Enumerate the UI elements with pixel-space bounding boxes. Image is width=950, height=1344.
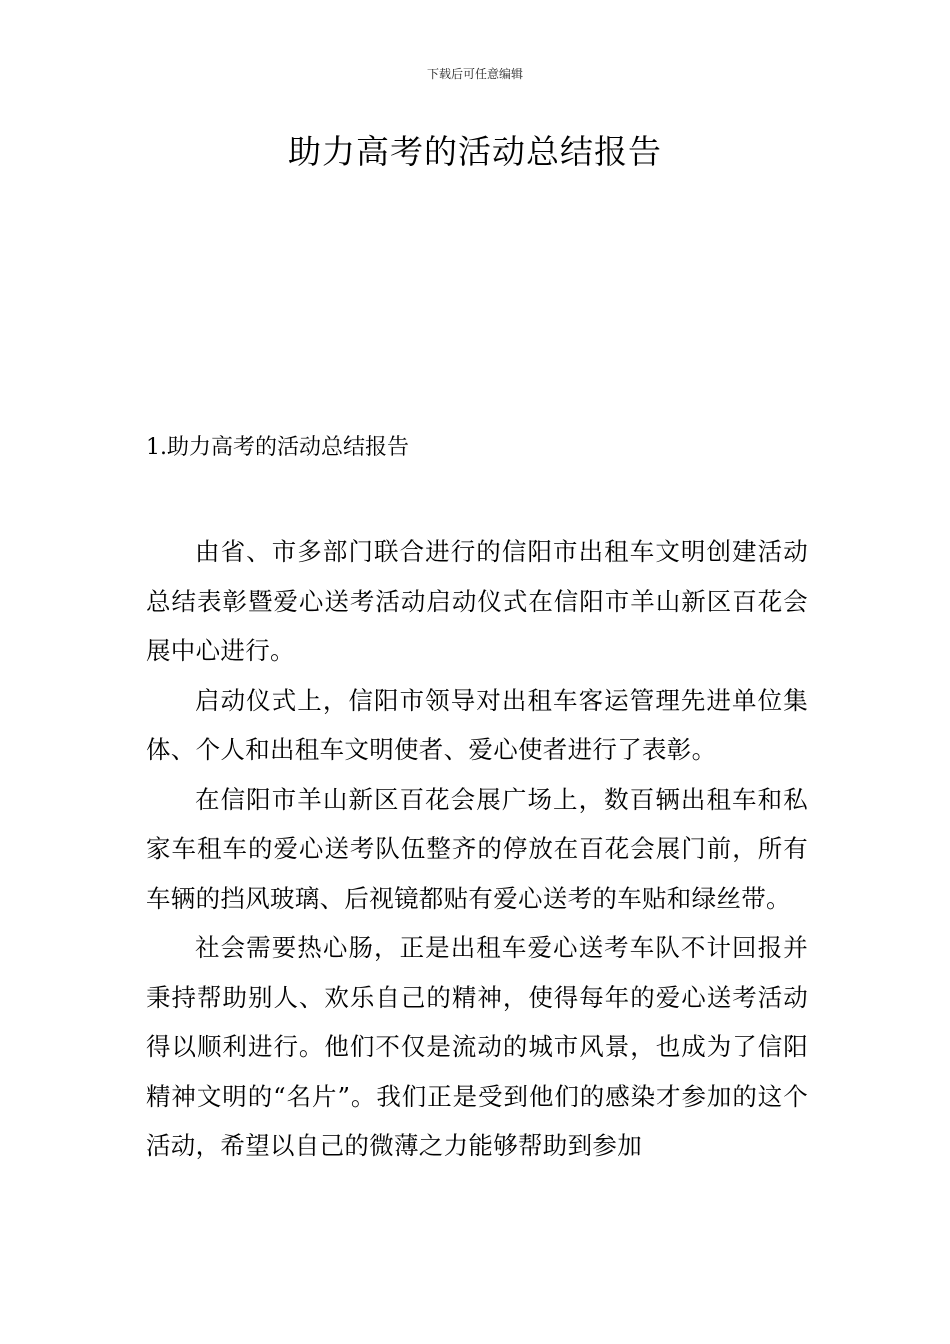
header-note: 下载后可任意编辑 — [426, 67, 523, 81]
paragraph: 在信阳市羊山新区百花会展广场上，数百辆出租车和私家车租车的爱心送考队伍整齐的停放在百花会展门前，所有车辆的挡风玻璃、后视镜都贴有爱心送考的车贴和绿丝带。 — [146, 784, 808, 913]
paragraph: 社会需要热心肠，正是出租车爱心送考车队不计回报并秉持帮助别人、欢乐自己的精神，使得每年的爱心送考活动得以顺利进行。他们不仅是流动的城市风景，也成为了信阳精神文明的“名片”。我们正是受到他们的感染才参加的这个活动，希望以自己的微薄之力能够帮助到参加 — [146, 933, 808, 1160]
paragraph: 启动仪式上，信阳市领导对出租车客运管理先进单位集体、个人和出租车文明使者、爱心使者进行了表彰。 — [146, 685, 808, 764]
paragraph: 由省、市多部门联合进行的信阳市出租车文明创建活动总结表彰暨爱心送考活动启动仪式在信阳市羊山新区百花会展中心进行。 — [146, 537, 808, 665]
section-heading: 1.助力高考的活动总结报告 — [146, 435, 409, 460]
document-title: 助力高考的活动总结报告 — [288, 132, 662, 171]
body-text — [146, 527, 808, 1171]
